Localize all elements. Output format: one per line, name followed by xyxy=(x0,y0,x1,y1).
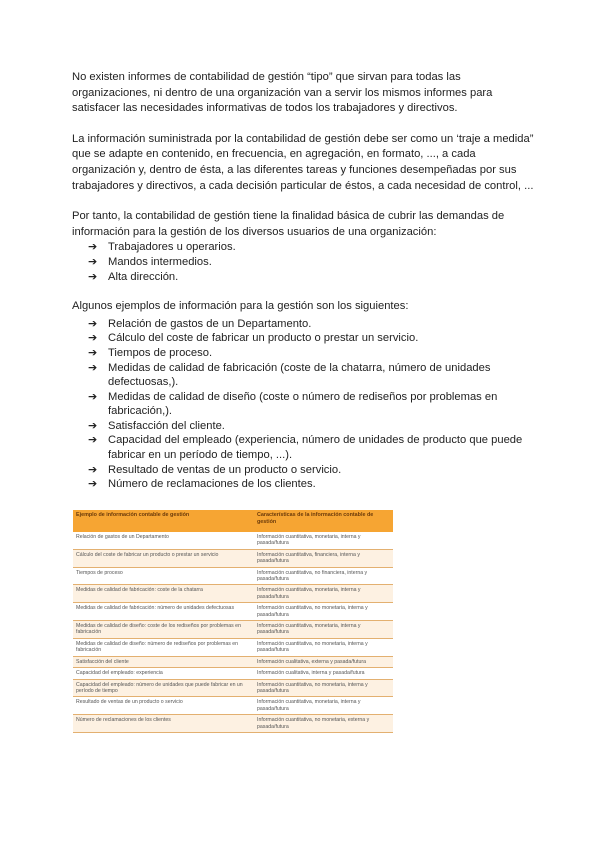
table-cell: Información cuantitativa, no monetaria, interna y pasada/futura xyxy=(254,638,393,656)
table-row xyxy=(73,638,393,656)
table-row xyxy=(73,715,393,733)
arrow-icon: ➔ xyxy=(88,345,98,359)
arrow-icon: ➔ xyxy=(88,462,98,476)
table-row xyxy=(73,679,393,697)
table-cell: Información cuantitativa, monetaria, interna y pasada/futura xyxy=(254,697,393,715)
arrow-icon: ➔ xyxy=(88,433,98,447)
list-item: ➔ Resultado de ventas de un producto o servicio. xyxy=(88,462,342,476)
table-cell: Información cuantitativa, monetaria, interna y pasada/futura xyxy=(254,621,393,639)
list-item: ➔ Tiempos de proceso. xyxy=(88,345,213,359)
arrow-icon: ➔ xyxy=(88,418,98,432)
table-cell: Cálculo del coste de fabricar un producto o prestar un servicio xyxy=(73,549,254,567)
table-cell: Medidas de calidad de diseño: coste de los rediseños por problemas en fabricación xyxy=(73,621,254,639)
info-table xyxy=(73,510,393,733)
table-row xyxy=(73,621,393,639)
table-row xyxy=(73,668,393,679)
arrow-icon: ➔ xyxy=(88,389,98,403)
table-cell: Satisfacción del cliente xyxy=(73,656,254,667)
list-item: ➔ Número de reclamaciones de los clientes. xyxy=(88,477,316,491)
table-cell: Relación de gastos de un Departamento xyxy=(73,532,254,549)
list-item: ➔ Capacidad del empleado (experiencia, número de unidades de producto que puede fabricar en un período de tiempo, ...). xyxy=(88,433,523,462)
paragraph-traje-a-medida: La información suministrada por la contabilidad de gestión debe ser como un ‘traje a medida” que se adapte en contenido, en frecuencia, en agregación, en formato, ..., a cada organización y, dentro de ésta, a las diferentes tareas y funciones desempeñadas por sus trabajadores y directivos, a cada decisión particular de éstos, a cada necesidad de control, ... xyxy=(72,132,534,192)
users-list xyxy=(72,240,534,284)
table-cell: Información cuantitativa, no monetaria, interna y pasada/futura xyxy=(254,679,393,697)
paragraph-intro: No existen informes de contabilidad de gestión “tipo” que sirvan para todas las organizaciones, ni dentro de una organización van a servir los mismos informes para satisfacer las necesidades informativas de todos los trabajadores y directivos. xyxy=(72,71,493,115)
document-body xyxy=(72,70,534,492)
table-cell: Información cuantitativa, no monetaria, externa y pasada/futura xyxy=(254,715,393,733)
table-cell: Información cuantitativa, monetaria, interna y pasada/futura xyxy=(254,532,393,549)
table-header-example: Ejemplo de información contable de gestión xyxy=(73,510,254,532)
arrow-icon: ➔ xyxy=(88,269,98,283)
arrow-icon: ➔ xyxy=(88,331,98,345)
arrow-icon: ➔ xyxy=(88,240,98,254)
table-cell: Resultado de ventas de un producto o servicio xyxy=(73,697,254,715)
table-cell: Capacidad del empleado: número de unidades que puede fabricar en un período de tiempo xyxy=(73,679,254,697)
table-cell: Información cualitativa, externa y pasada/futura xyxy=(254,656,393,667)
paragraph-finalidad: Por tanto, la contabilidad de gestión tiene la finalidad básica de cubrir las demandas de información para la gestión de los diversos usuarios de una organización: xyxy=(72,210,505,238)
arrow-icon: ➔ xyxy=(88,316,98,330)
table-cell: Medidas de calidad de fabricación: número de unidades defectuosas xyxy=(73,603,254,621)
table-cell: Información cuantitativa, no financiera, interna y pasada/futura xyxy=(254,567,393,585)
table-row xyxy=(73,603,393,621)
table-cell: Número de reclamaciones de los clientes xyxy=(73,715,254,733)
table-row xyxy=(73,585,393,603)
arrow-icon: ➔ xyxy=(88,477,98,491)
table-cell: Medidas de calidad de fabricación: coste de la chatarra xyxy=(73,585,254,603)
table-cell: Información cuantitativa, financiera, interna y pasada/futura xyxy=(254,549,393,567)
list-item: ➔ Cálculo del coste de fabricar un producto o prestar un servicio. xyxy=(88,331,419,345)
paragraph-ejemplos: Algunos ejemplos de información para la gestión son los siguientes: xyxy=(72,300,409,313)
list-item: ➔ Mandos intermedios. xyxy=(88,254,212,268)
table-row xyxy=(73,656,393,667)
list-item: ➔ Trabajadores u operarios. xyxy=(88,240,236,254)
table-row xyxy=(73,567,393,585)
list-item: ➔ Medidas de calidad de fabricación (coste de la chatarra, número de unidades defectuosas,). xyxy=(88,360,491,389)
table-cell: Medidas de calidad de diseño: número de rediseños por problemas en fabricación xyxy=(73,638,254,656)
table-row xyxy=(73,532,393,549)
arrow-icon: ➔ xyxy=(88,254,98,268)
table-row xyxy=(73,697,393,715)
table-header-row xyxy=(73,510,393,532)
table-row xyxy=(73,549,393,567)
table-cell: Información cualitativa, interna y pasada/futura xyxy=(254,668,393,679)
list-item: ➔ Medidas de calidad de diseño (coste o número de rediseños por problemas en fabricación,). xyxy=(88,389,498,418)
table-cell: Capacidad del empleado: experiencia xyxy=(73,668,254,679)
list-item: ➔ Relación de gastos de un Departamento. xyxy=(88,316,312,330)
table-cell: Información cuantitativa, no monetaria, interna y pasada/futura xyxy=(254,603,393,621)
table-header-characteristics: Características de la información contable de gestión xyxy=(254,510,393,532)
arrow-icon: ➔ xyxy=(88,360,98,374)
table-cell: Información cuantitativa, monetaria, interna y pasada/futura xyxy=(254,585,393,603)
examples-list xyxy=(72,317,534,492)
table-cell: Tiempos de proceso xyxy=(73,567,254,585)
list-item: ➔ Alta dirección. xyxy=(88,269,179,283)
list-item: ➔ Satisfacción del cliente. xyxy=(88,418,225,432)
